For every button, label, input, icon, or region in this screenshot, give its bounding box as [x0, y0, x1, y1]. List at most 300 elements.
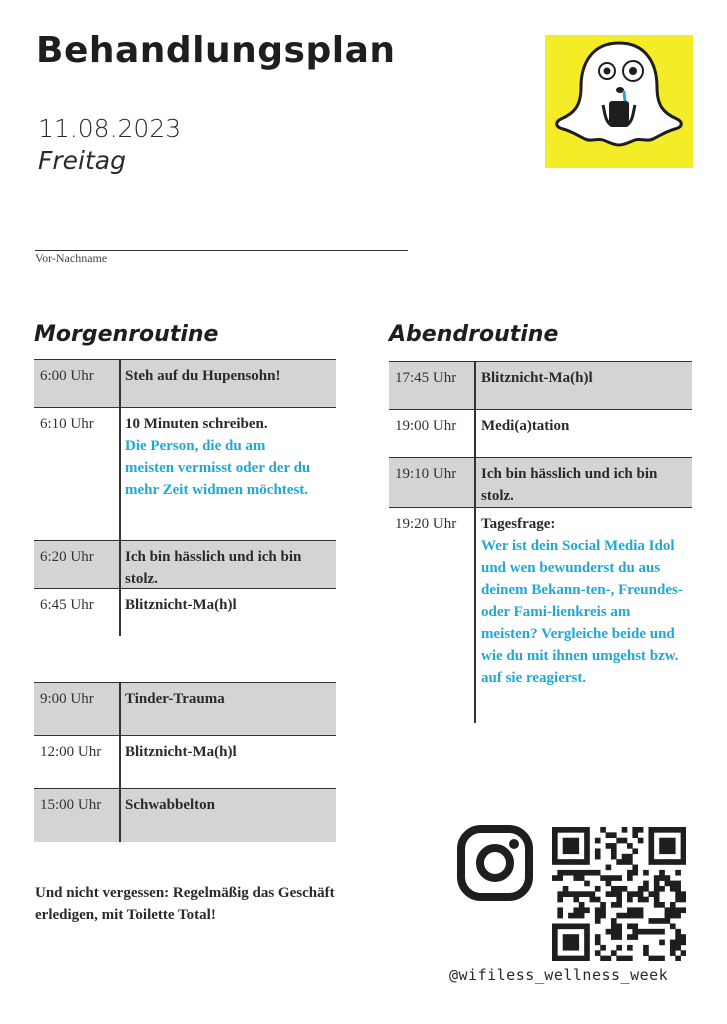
row-time: 9:00 Uhr — [40, 691, 94, 707]
qr-module — [648, 832, 654, 838]
qr-module — [568, 838, 574, 844]
qr-module — [681, 934, 686, 940]
qr-module — [579, 827, 585, 833]
qr-module — [654, 902, 660, 908]
schedule-row — [34, 788, 336, 842]
qr-module — [573, 956, 579, 961]
qr-module — [573, 827, 579, 833]
qr-module — [573, 848, 579, 854]
qr-module — [681, 838, 686, 844]
qr-module — [632, 907, 638, 913]
qr-module — [563, 838, 569, 844]
qr-module — [563, 934, 569, 940]
column-divider — [474, 508, 476, 723]
qr-module — [648, 843, 654, 849]
qr-module — [670, 945, 676, 951]
qr-module — [595, 913, 601, 919]
qr-module — [681, 843, 686, 849]
qr-module — [675, 870, 681, 876]
qr-module — [622, 854, 628, 860]
qr-module — [579, 859, 585, 865]
qr-module — [616, 956, 622, 961]
row-activity: Blitznicht-Ma(h)l — [125, 744, 237, 760]
qr-module — [627, 956, 633, 961]
qr-module — [552, 934, 558, 940]
qr-module — [573, 875, 579, 881]
qr-module — [681, 827, 686, 833]
qr-module — [606, 875, 612, 881]
qr-module — [670, 859, 676, 865]
column-divider — [474, 362, 476, 409]
qr-module — [675, 881, 681, 887]
qr-module — [568, 945, 574, 951]
qr-module — [665, 875, 671, 881]
qr-module — [557, 897, 563, 903]
qr-module — [648, 838, 654, 844]
qr-module — [654, 886, 660, 892]
qr-module — [675, 929, 681, 935]
qr-module — [659, 929, 665, 935]
qr-module — [627, 897, 633, 903]
qr-module — [573, 859, 579, 865]
qr-module — [557, 827, 563, 833]
qr-module — [563, 870, 569, 876]
qr-module — [654, 827, 660, 833]
qr-module — [563, 848, 569, 854]
evening-routine-title: Abendroutine — [389, 322, 559, 347]
qr-module — [557, 956, 563, 961]
qr-module — [600, 956, 606, 961]
qr-module — [681, 891, 686, 897]
row-activity: Steh auf du Hupensohn! — [125, 368, 281, 384]
qr-module — [568, 870, 574, 876]
qr-module — [638, 827, 644, 833]
qr-module — [552, 875, 558, 881]
qr-module — [654, 881, 660, 887]
column-divider — [474, 410, 476, 457]
qr-module — [670, 827, 676, 833]
qr-module — [681, 859, 686, 865]
qr-module — [654, 897, 660, 903]
qr-module — [659, 902, 665, 908]
row-activity: Ich bin hässlich und ich bin stolz. — [125, 549, 302, 587]
qr-module — [659, 848, 665, 854]
qr-module — [573, 838, 579, 844]
column-divider — [119, 736, 121, 788]
qr-module — [665, 859, 671, 865]
qr-module — [632, 923, 638, 929]
qr-module — [638, 897, 644, 903]
qr-module — [579, 902, 585, 908]
column-divider — [119, 360, 121, 407]
schedule-row — [34, 735, 336, 788]
qr-module — [675, 907, 681, 913]
qr-module — [595, 886, 601, 892]
qr-module — [563, 923, 569, 929]
qr-module — [563, 891, 569, 897]
qr-module — [584, 854, 590, 860]
morning-routine-title: Morgenroutine — [34, 322, 219, 347]
row-activity: Schwabbelton — [125, 797, 216, 813]
qr-module — [584, 891, 590, 897]
schedule-row — [34, 682, 336, 735]
qr-module — [595, 848, 601, 854]
instagram-handle[interactable]: @wifiless_wellness_week — [449, 966, 669, 984]
qr-module — [568, 940, 574, 946]
row-activity-detail: Wer ist dein Social Media Idol und wen bewunderst du aus deinem Bekann-ten-, Freundes- oder Fami-lienkreis am meisten? Vergleiche beide und wie du mit ihnen umgehst bzw. auf sie reagierst. — [481, 538, 683, 686]
qr-module — [675, 940, 681, 946]
qr-module — [579, 907, 585, 913]
qr-module — [584, 907, 590, 913]
qr-module — [573, 940, 579, 946]
qr-module — [595, 838, 601, 844]
qr-module — [616, 838, 622, 844]
qr-module — [552, 838, 558, 844]
qr-module — [600, 907, 606, 913]
qr-module — [665, 918, 671, 924]
schedule-row — [34, 588, 336, 636]
qr-module — [557, 913, 563, 919]
qr-module — [616, 886, 622, 892]
qr-module — [552, 929, 558, 935]
row-activity: Blitznicht-Ma(h)l — [125, 597, 237, 613]
qr-module — [675, 886, 681, 892]
qr-module — [552, 923, 558, 929]
qr-module — [573, 870, 579, 876]
row-activity — [481, 513, 686, 689]
qr-module — [606, 881, 612, 887]
qr-module — [573, 843, 579, 849]
row-time: 12:00 Uhr — [40, 744, 102, 760]
qr-module — [616, 902, 622, 908]
qr-module — [627, 843, 633, 849]
qr-module — [681, 897, 686, 903]
qr-module — [659, 940, 665, 946]
qr-module — [595, 918, 601, 924]
qr-module — [654, 859, 660, 865]
qr-module — [584, 843, 590, 849]
qr-module — [611, 886, 617, 892]
qr-module — [568, 923, 574, 929]
qr-code-icon[interactable] — [552, 827, 686, 966]
ghost-logo-icon — [545, 35, 693, 168]
qr-module — [681, 940, 686, 946]
qr-module — [627, 945, 633, 951]
qr-module — [638, 907, 644, 913]
row-activity: Tinder-Trauma — [125, 691, 225, 707]
qr-module — [659, 886, 665, 892]
qr-module — [600, 875, 606, 881]
qr-module — [568, 843, 574, 849]
qr-module — [675, 859, 681, 865]
schedule-row — [389, 457, 692, 507]
qr-module — [648, 859, 654, 865]
qr-module — [563, 945, 569, 951]
qr-module — [584, 956, 590, 961]
qr-module — [681, 907, 686, 913]
row-time: 6:00 Uhr — [40, 368, 94, 384]
reminder-note: Und nicht vergessen: Regelmäßig das Geschäft erledigen, mit Toilette Total! — [35, 885, 335, 923]
qr-module — [627, 907, 633, 913]
row-activity-heading: 10 Minuten schreiben. — [125, 416, 268, 432]
row-time: 15:00 Uhr — [40, 797, 102, 813]
qr-module — [606, 929, 612, 935]
qr-module — [557, 923, 563, 929]
qr-module — [648, 918, 654, 924]
qr-module — [638, 838, 644, 844]
qr-module — [606, 865, 612, 871]
row-activity: Medi(a)tation — [481, 418, 570, 434]
qr-module — [552, 854, 558, 860]
qr-module — [681, 854, 686, 860]
row-time: 6:45 Uhr — [40, 597, 94, 613]
qr-module — [638, 891, 644, 897]
qr-module — [632, 929, 638, 935]
qr-module — [563, 843, 569, 849]
qr-module — [659, 843, 665, 849]
qr-module — [595, 897, 601, 903]
page-title: Behandlungsplan — [36, 30, 396, 71]
qr-module — [632, 934, 638, 940]
qr-module — [573, 923, 579, 929]
qr-module — [563, 886, 569, 892]
column-divider — [119, 589, 121, 636]
qr-module — [579, 913, 585, 919]
qr-module — [616, 929, 622, 935]
qr-module — [563, 940, 569, 946]
qr-module — [573, 891, 579, 897]
qr-module — [632, 827, 638, 833]
qr-module — [670, 923, 676, 929]
qr-module — [643, 886, 649, 892]
qr-module — [584, 923, 590, 929]
qr-module — [595, 870, 601, 876]
column-divider — [119, 541, 121, 588]
row-time: 19:00 Uhr — [395, 418, 457, 434]
row-time: 19:20 Uhr — [395, 516, 457, 532]
qr-module — [568, 913, 574, 919]
qr-module — [627, 934, 633, 940]
qr-module — [643, 870, 649, 876]
qr-module — [665, 843, 671, 849]
qr-module — [595, 934, 601, 940]
qr-module — [584, 838, 590, 844]
qr-module — [590, 897, 596, 903]
qr-module — [622, 956, 628, 961]
plan-weekday: Freitag — [38, 146, 126, 175]
qr-module — [670, 843, 676, 849]
qr-module — [654, 956, 660, 961]
qr-module — [579, 870, 585, 876]
qr-module — [557, 875, 563, 881]
qr-module — [606, 832, 612, 838]
qr-module — [654, 918, 660, 924]
qr-module — [675, 934, 681, 940]
qr-module — [638, 886, 644, 892]
qr-module — [616, 934, 622, 940]
qr-module — [611, 875, 617, 881]
qr-module — [584, 859, 590, 865]
column-divider — [474, 458, 476, 507]
qr-module — [632, 870, 638, 876]
qr-module — [659, 827, 665, 833]
qr-module — [600, 827, 606, 833]
qr-module — [665, 881, 671, 887]
qr-module — [632, 832, 638, 838]
qr-module — [675, 913, 681, 919]
qr-module — [665, 913, 671, 919]
name-field-label: Vor-Nachname — [35, 251, 108, 265]
qr-module — [552, 950, 558, 956]
qr-module — [648, 891, 654, 897]
qr-module — [622, 913, 628, 919]
qr-module — [584, 934, 590, 940]
qr-module — [643, 945, 649, 951]
qr-module — [579, 891, 585, 897]
qr-module — [573, 907, 579, 913]
qr-module — [616, 859, 622, 865]
qr-module — [643, 929, 649, 935]
qr-module — [584, 827, 590, 833]
qr-module — [670, 838, 676, 844]
qr-module — [552, 843, 558, 849]
qr-module — [627, 870, 633, 876]
qr-module — [552, 827, 558, 833]
qr-module — [670, 907, 676, 913]
qr-module — [611, 923, 617, 929]
qr-module — [648, 848, 654, 854]
qr-module — [670, 940, 676, 946]
qr-module — [681, 832, 686, 838]
qr-module — [675, 891, 681, 897]
row-activity-detail: Die Person, die du am meisten vermisst oder der du mehr Zeit widmen möchtest. — [125, 438, 311, 498]
qr-module — [659, 859, 665, 865]
qr-module — [627, 875, 633, 881]
qr-module — [659, 918, 665, 924]
schedule-row — [34, 540, 336, 588]
qr-module — [595, 854, 601, 860]
qr-module — [611, 848, 617, 854]
qr-module — [573, 913, 579, 919]
qr-module — [552, 945, 558, 951]
qr-module — [654, 891, 660, 897]
qr-module — [648, 854, 654, 860]
qr-module — [648, 956, 654, 961]
qr-module — [590, 870, 596, 876]
qr-module — [681, 848, 686, 854]
qr-module — [568, 848, 574, 854]
row-activity: Ich bin hässlich und ich bin stolz. — [481, 466, 658, 504]
qr-module — [622, 886, 628, 892]
qr-module — [611, 832, 617, 838]
qr-module — [557, 859, 563, 865]
qr-module — [616, 875, 622, 881]
qr-module — [584, 945, 590, 951]
qr-module — [595, 950, 601, 956]
schedule-row — [389, 361, 692, 409]
qr-module — [606, 843, 612, 849]
qr-module — [584, 848, 590, 854]
qr-module — [584, 929, 590, 935]
qr-module — [595, 907, 601, 913]
qr-module — [632, 913, 638, 919]
row-time: 19:10 Uhr — [395, 466, 457, 482]
qr-module — [665, 907, 671, 913]
qr-module — [670, 848, 676, 854]
qr-module — [681, 950, 686, 956]
qr-module — [654, 929, 660, 935]
qr-module — [552, 940, 558, 946]
schedule-row — [34, 359, 336, 407]
qr-module — [606, 956, 612, 961]
schedule-row — [389, 507, 692, 723]
qr-module — [584, 870, 590, 876]
qr-module — [573, 934, 579, 940]
qr-module — [552, 956, 558, 961]
qr-module — [643, 950, 649, 956]
qr-module — [627, 854, 633, 860]
qr-module — [611, 854, 617, 860]
qr-module — [648, 827, 654, 833]
instagram-icon[interactable] — [457, 825, 533, 906]
qr-module — [638, 913, 644, 919]
qr-module — [616, 945, 622, 951]
qr-module — [611, 902, 617, 908]
qr-module — [568, 859, 574, 865]
qr-module — [622, 838, 628, 844]
qr-module — [665, 848, 671, 854]
qr-module — [627, 859, 633, 865]
qr-module — [622, 859, 628, 865]
qr-module — [616, 891, 622, 897]
qr-module — [563, 859, 569, 865]
qr-module — [616, 923, 622, 929]
row-activity-heading: Tagesfrage: — [481, 516, 556, 532]
qr-module — [573, 897, 579, 903]
qr-module — [648, 929, 654, 935]
qr-module — [611, 929, 617, 935]
qr-module — [552, 832, 558, 838]
qr-module — [600, 945, 606, 951]
qr-module — [670, 881, 676, 887]
qr-module — [557, 870, 563, 876]
qr-module — [579, 956, 585, 961]
qr-module — [675, 945, 681, 951]
qr-module — [568, 891, 574, 897]
qr-module — [632, 865, 638, 871]
qr-module — [611, 891, 617, 897]
qr-module — [670, 902, 676, 908]
column-divider — [119, 789, 121, 842]
qr-module — [675, 956, 681, 961]
qr-module — [579, 875, 585, 881]
qr-module — [611, 934, 617, 940]
qr-module — [568, 934, 574, 940]
qr-module — [563, 956, 569, 961]
qr-module — [643, 881, 649, 887]
qr-module — [611, 918, 617, 924]
qr-module — [627, 913, 633, 919]
row-time: 6:20 Uhr — [40, 549, 94, 565]
qr-module — [616, 913, 622, 919]
qr-module — [584, 940, 590, 946]
qr-module — [643, 897, 649, 903]
qr-module — [616, 897, 622, 903]
qr-module — [552, 859, 558, 865]
qr-module — [632, 891, 638, 897]
plan-date: 11.08.2023 — [38, 114, 182, 143]
qr-module — [606, 891, 612, 897]
